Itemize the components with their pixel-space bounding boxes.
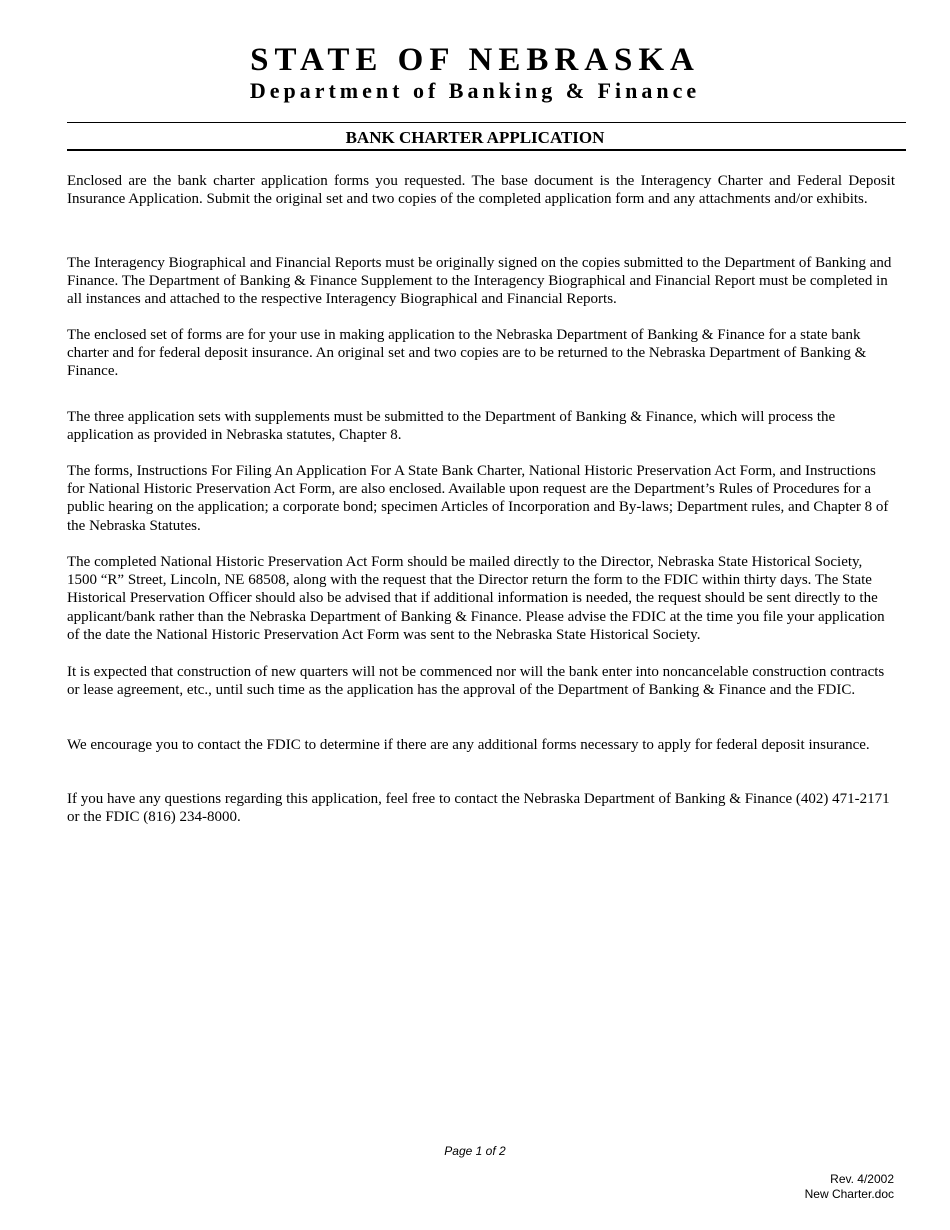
paragraph-contact-fdic: We encourage you to contact the FDIC to determine if there are any additional forms necessary to apply for federal deposit insurance. — [67, 737, 870, 753]
state-title: STATE OF NEBRASKA — [250, 42, 700, 78]
page-number: Page 1 of 2 — [444, 1144, 506, 1158]
paragraph-biographical-reports: The Interagency Biographical and Financial Reports must be originally signed on the copies submitted to the Department of Banking and Finance. The Department of Banking & Finance Supplement to the Interagency Biographical and Financial Report must be completed in all instances and attached to the respective Interagency Biographical and Financial Reports. — [67, 255, 892, 308]
document-filename: New Charter.doc — [804, 1186, 894, 1201]
document-title: BANK CHARTER APPLICATION — [345, 128, 605, 147]
paragraph-enclosed-instructions: The forms, Instructions For Filing An Application For A State Bank Charter, National Historic Preservation Act Form, and Instructions for National Historic Preservation Act Form, are also enclosed. Available upon request are the Department’s Rules of Procedures for a public hearing on the application; a corporate bond; specimen Articles of Incorporation and By-laws; Department rules, and Chapter 8 of the Nebraska Statutes. — [67, 463, 889, 534]
paragraph-questions: If you have any questions regarding this application, feel free to contact the Nebraska Department of Banking & Finance (402) 471-2171 or the FDIC (816) 234-8000. — [67, 791, 890, 826]
paragraph-construction: It is expected that construction of new quarters will not be commenced nor will the bank enter into noncancelable construction contracts or lease agreement, etc., until such time as the application has the approval of the Department of Banking & Finance and the FDIC. — [67, 664, 885, 699]
revision-block — [805, 1172, 894, 1201]
paragraph-historic-preservation: The completed National Historic Preservation Act Form should be mailed directly to the Director, Nebraska State Historical Society, 1500 “R” Street, Lincoln, NE 68508, along with the request that the Director return the form to the FDIC within thirty days. The State Historical Preservation Officer should also be advised that if additional information is needed, the request should be sent directly to the applicant/bank rather than the Nebraska Department of Banking & Finance. Please advise the FDIC at the time you file your application of the date the National Historic Preservation Act Form was sent to the Nebraska State Historical Society. — [67, 554, 885, 643]
paragraph-forms-use: The enclosed set of forms are for your use in making application to the Nebraska Department of Banking & Finance for a state bank charter and for federal deposit insurance. An original set and two copies are to be returned to the Nebraska Department of Banking & Finance. — [67, 327, 867, 380]
title-bottom-rule — [67, 149, 906, 151]
paragraph-enclosed-forms: Enclosed are the bank charter application forms you requested. The base document is the Interagency Charter and Federal Deposit Insurance Application. Submit the original set and two copies of the completed application form and any attachments and/or exhibits. — [67, 173, 895, 208]
title-top-rule — [67, 122, 906, 123]
department-title: Department of Banking & Finance — [249, 78, 701, 103]
revision-date: Rev. 4/2002 — [830, 1172, 894, 1186]
paragraph-application-sets: The three application sets with supplements must be submitted to the Department of Banking & Finance, which will process the application as provided in Nebraska statutes, Chapter 8. — [67, 409, 836, 444]
